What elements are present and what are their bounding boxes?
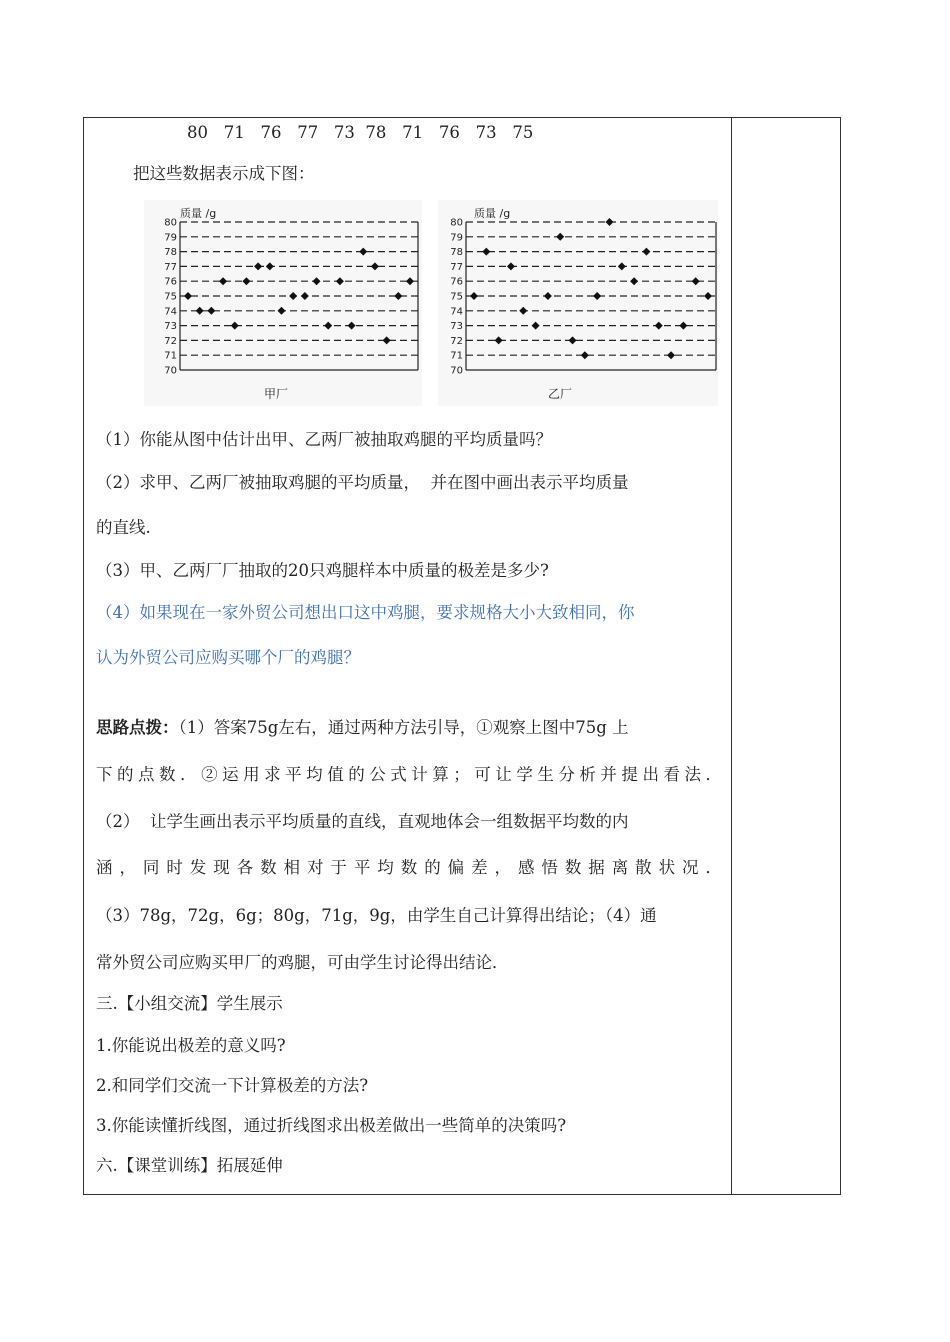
data-point: [359, 248, 367, 256]
data-point: [406, 277, 414, 285]
hint-line-1-text: （1）答案75g左右，通过两种方法引导，①观察上图中75g 上: [178, 718, 629, 737]
y-tick-label: 71: [164, 350, 177, 362]
hint-line-5: （3）78g，72g，6g；80g，71g，9g，由学生自己计算得出结论；（4）通: [96, 906, 657, 925]
y-tick-label: 75: [164, 291, 177, 303]
data-point: [336, 277, 344, 285]
section-3-title: 三.【小组交流】学生展示: [96, 994, 283, 1013]
y-tick-label: 72: [164, 335, 177, 347]
hint-line-6: 常外贸公司应购买甲厂的鸡腿，可由学生讨论得出结论．: [96, 953, 509, 972]
data-point: [196, 307, 204, 315]
data-point: [544, 292, 552, 300]
question-1: （1）你能从图中估计出甲、乙两厂被抽取鸡腿的平均质量吗？: [96, 430, 552, 449]
data-point: [383, 336, 391, 344]
y-tick-label: 74: [164, 306, 177, 318]
y-tick-label: 77: [450, 261, 463, 273]
data-point: [242, 277, 250, 285]
data-point: [667, 351, 675, 359]
data-point: [655, 322, 663, 330]
y-tick-label: 74: [450, 306, 463, 318]
data-point: [324, 322, 332, 330]
hint-line-1: [96, 718, 629, 738]
y-tick-label: 79: [164, 232, 177, 244]
data-point: [371, 262, 379, 270]
data-point: [254, 262, 262, 270]
question-3: （3）甲、乙两厂厂抽取的20只鸡腿样本中质量的极差是多少?: [96, 561, 549, 580]
y-tick-label: 76: [450, 276, 463, 288]
data-point: [642, 248, 650, 256]
y-axis-title: 质量 /g: [180, 207, 217, 220]
data-point: [219, 277, 227, 285]
y-tick-label: 71: [450, 350, 463, 362]
hint-line-2: 下的点数．②运用求平均值的公式计算；可让学生分析并提出看法．: [96, 765, 722, 784]
data-point: [630, 277, 638, 285]
data-point: [482, 248, 490, 256]
data-point: [277, 307, 285, 315]
data-point: [289, 292, 297, 300]
data-point: [692, 277, 700, 285]
y-tick-label: 73: [450, 321, 463, 333]
data-point: [581, 351, 589, 359]
data-point: [313, 277, 321, 285]
data-point: [679, 322, 687, 330]
chart-yi: [438, 200, 718, 406]
question-2-cont: 的直线.: [96, 518, 151, 537]
data-point: [470, 292, 478, 300]
data-point: [593, 292, 601, 300]
data-point: [704, 292, 712, 300]
data-point: [184, 292, 192, 300]
hint-line-4: 涵，同时发现各数相对于平均数的偏差，感悟数据离散状况．: [96, 858, 722, 877]
y-tick-label: 80: [164, 217, 177, 229]
data-point: [605, 218, 613, 226]
data-point: [507, 262, 515, 270]
x-axis-label: 乙厂: [548, 387, 573, 401]
y-tick-label: 79: [450, 232, 463, 244]
y-axis-title: 质量 /g: [474, 207, 511, 220]
y-tick-label: 80: [450, 217, 463, 229]
y-tick-label: 77: [164, 261, 177, 273]
data-point: [618, 262, 626, 270]
table-column-divider: [731, 117, 732, 1195]
chart-panel-yi: [438, 200, 718, 406]
data-point: [231, 322, 239, 330]
x-axis-label: 甲厂: [264, 387, 289, 401]
section-3-item-3: 3.你能读懂折线图，通过折线图求出极差做出一些简单的决策吗?: [96, 1116, 567, 1135]
intro-text: 把这些数据表示成下图：: [133, 164, 315, 183]
section-6-title: 六.【课堂训练】拓展延伸: [96, 1156, 283, 1175]
question-4: （4）如果现在一家外贸公司想出口这中鸡腿，要求规格大小大致相同，你: [96, 603, 635, 622]
y-tick-label: 75: [450, 291, 463, 303]
data-point: [569, 336, 577, 344]
question-2: （2）求甲、乙两厂被抽取鸡腿的平均质量， 并在图中画出表示平均质量: [96, 473, 629, 492]
y-tick-label: 70: [450, 365, 463, 377]
data-point: [301, 292, 309, 300]
hint-line-3: （2） 让学生画出表示平均质量的直线，直观地体会一组数据平均数的内: [96, 812, 629, 831]
y-tick-label: 73: [164, 321, 177, 333]
question-4-cont: 认为外贸公司应购买哪个厂的鸡腿？: [96, 648, 360, 667]
data-point: [556, 233, 564, 241]
hint-label: 思路点拨：: [96, 718, 179, 737]
section-3-item-2: 2.和同学们交流一下计算极差的方法?: [96, 1076, 369, 1095]
section-3-item-1: 1.你能说出极差的意义吗?: [96, 1036, 286, 1055]
data-point: [266, 262, 274, 270]
y-tick-label: 78: [450, 247, 463, 259]
y-tick-label: 72: [450, 335, 463, 347]
y-tick-label: 78: [164, 247, 177, 259]
data-point: [207, 307, 215, 315]
y-tick-label: 70: [164, 365, 177, 377]
chart-jia: [144, 200, 422, 406]
data-point: [348, 322, 356, 330]
data-point: [495, 336, 503, 344]
chart-panel-jia: [144, 200, 422, 406]
data-row: 80 71 76 77 73 78 71 76 73 75: [187, 123, 534, 142]
y-tick-label: 76: [164, 276, 177, 288]
data-point: [519, 307, 527, 315]
data-point: [394, 292, 402, 300]
data-point: [532, 322, 540, 330]
